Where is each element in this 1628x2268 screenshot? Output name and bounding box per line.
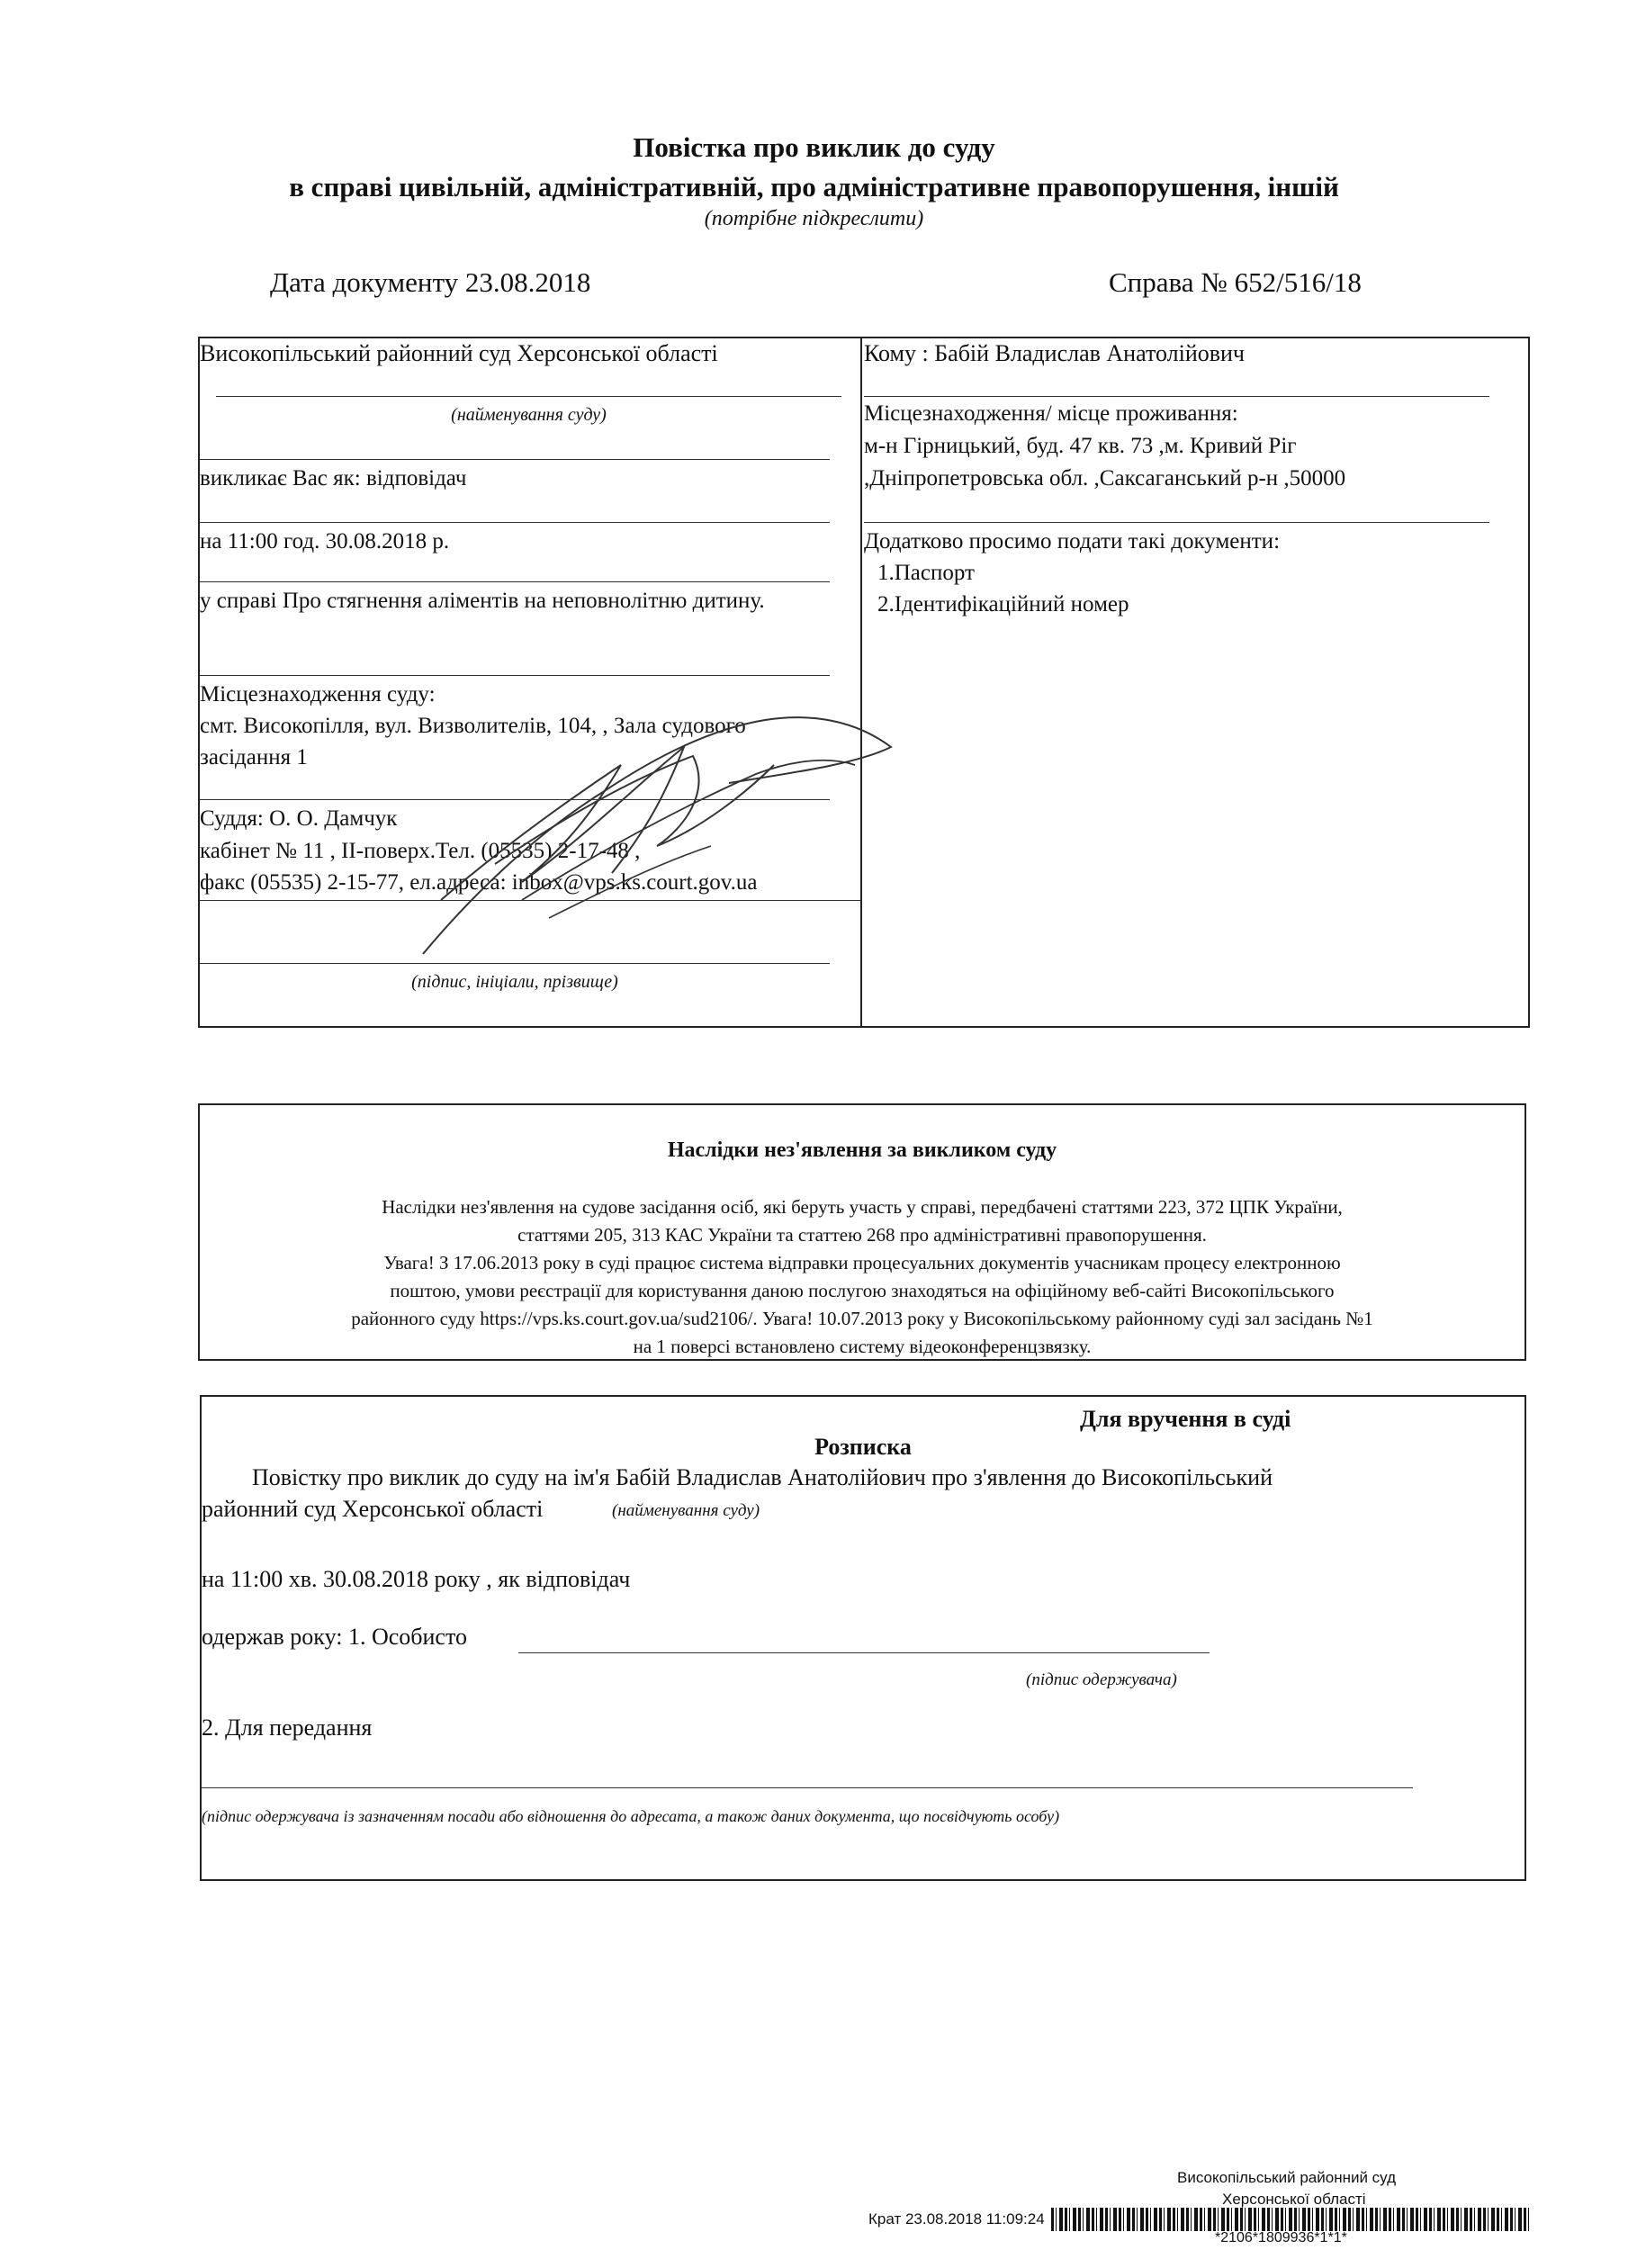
recipient-address-line2: ,Дніпропетровська обл. ,Саксаганський р-н ,50000	[864, 466, 1346, 490]
case-number: Справа № 652/516/18	[1109, 266, 1362, 298]
divider-line	[200, 522, 830, 523]
receipt-hearing-line: на 11:00 хв. 30.08.2018 року , як відповідач	[202, 1566, 631, 1592]
personal-signature-line	[518, 1652, 1210, 1653]
judge-fax-email: факс (05535) 2-15-77, ел.адреса: inbox@vps.ks.court.gov.ua	[200, 870, 758, 895]
divider-line	[200, 675, 830, 676]
recipient-name: Кому : Бабій Владислав Анатолійович	[864, 340, 1246, 366]
documents-label: Додатково просимо подати такі документи:	[864, 529, 1281, 554]
receipt-title: Розписка	[814, 1434, 912, 1460]
transfer-signature-caption: (підпис одержувача із зазначенням посади або відношення до адресата, а також даних документа, що посвідчують особу)	[202, 1807, 1060, 1825]
receipt-court-name: районний суд Херсонської області	[202, 1496, 544, 1522]
underline-hint: (потрібне підкреслити)	[704, 207, 924, 230]
divider-line	[864, 396, 1489, 397]
receipt-personal-line: одержав року: 1. Особисто	[202, 1624, 467, 1650]
judge-signature	[387, 693, 909, 963]
summons-role: викликає Вас як: відповідач	[200, 466, 467, 490]
consequences-line: районного суду https://vps.ks.court.gov.ua/sud2106/. Увага! 10.07.2013 року у Високопільському районному суді зал засідань №1	[351, 1308, 1373, 1329]
recipient-address-label: Місцезнаходження/ місце проживання:	[864, 401, 1238, 426]
court-name-caption: (найменування суду)	[451, 405, 607, 425]
footer-timestamp: Крат 23.08.2018 11:09:24	[868, 2210, 1045, 2228]
consequences-line: на 1 поверсі встановлено систему відеоконференцзвязку.	[633, 1336, 1092, 1357]
divider-line	[864, 522, 1489, 523]
receipt-line1: Повістку про виклик до суду на ім'я Бабій Владислав Анатолійович про з'явлення до Високопільський	[252, 1464, 1273, 1490]
court-name: Високопільський районний суд Херсонської області	[200, 340, 718, 366]
document-item: 2.Ідентифікаційний номер	[877, 592, 1129, 616]
receipt-court-caption: (найменування суду)	[612, 1501, 760, 1520]
signature-caption: (підпис, ініціали, прізвище)	[411, 972, 618, 992]
court-location-line2: засідання 1	[200, 745, 308, 770]
document-title: Повістка про виклик до суду	[633, 131, 995, 163]
recipient-address-line1: м-н Гірницький, буд. 47 кв. 73 ,м. Кривий Ріг	[864, 434, 1297, 458]
hearing-time: на 11:00 год. 30.08.2018 р.	[200, 529, 450, 554]
recipient-signature-caption: (підпис одержувача)	[1026, 1670, 1177, 1689]
consequences-line: поштою, умови реєстрації для користування даною послугою знаходяться на офіційному веб-сайті Високопільського	[390, 1280, 1335, 1301]
consequences-line: статтями 205, 313 КАС України та статтею 268 про адміністративні правопорушення.	[517, 1224, 1207, 1246]
divider-line	[200, 459, 830, 460]
judge-name: Суддя: О. О. Дамчук	[200, 806, 398, 831]
document-subtitle: в справі цивільній, адміністративній, про адміністративне правопорушення, іншій	[289, 171, 1339, 202]
footer-court-line2: Херсонської області	[1222, 2191, 1366, 2208]
judge-cabinet-phone: кабінет № 11 , ІІ-поверх.Тел. (05535) 2-17-48 ,	[200, 839, 641, 863]
document-barcode	[1051, 2208, 1532, 2231]
for-court-label: Для вручення в суді	[1080, 1406, 1291, 1432]
document-date: Дата документу 23.08.2018	[270, 266, 591, 298]
consequences-title: Наслідки нез'явлення за викликом суду	[667, 1138, 1057, 1162]
document-item: 1.Паспорт	[877, 561, 975, 585]
receipt-transfer-line: 2. Для передання	[202, 1714, 373, 1741]
signature-line	[200, 963, 830, 964]
consequences-line: Наслідки нез'явлення на судове засідання осіб, які беруть участь у справі, передбачені статтями 223, 372 ЦПК України,	[382, 1196, 1343, 1218]
consequences-text	[202, 1193, 1523, 1361]
consequences-line: Увага! З 17.06.2013 року в суді працює система відправки процесуальних документів учасникам процесу електронною	[383, 1252, 1341, 1274]
divider-line	[200, 581, 830, 582]
footer-court-line1: Високопільський районний суд	[1177, 2169, 1397, 2186]
barcode-text: *2106*1809936*1*1*	[1215, 2230, 1347, 2246]
case-subject: у справі Про стягнення аліментів на неповнолітню дитину.	[200, 589, 765, 613]
court-name-line	[216, 396, 841, 397]
transfer-signature-line	[202, 1787, 1413, 1788]
court-location-label: Місцезнаходження суду:	[200, 682, 436, 706]
court-location-line1: смт. Високопілля, вул. Визволителів, 104, , Зала судового	[200, 714, 746, 738]
